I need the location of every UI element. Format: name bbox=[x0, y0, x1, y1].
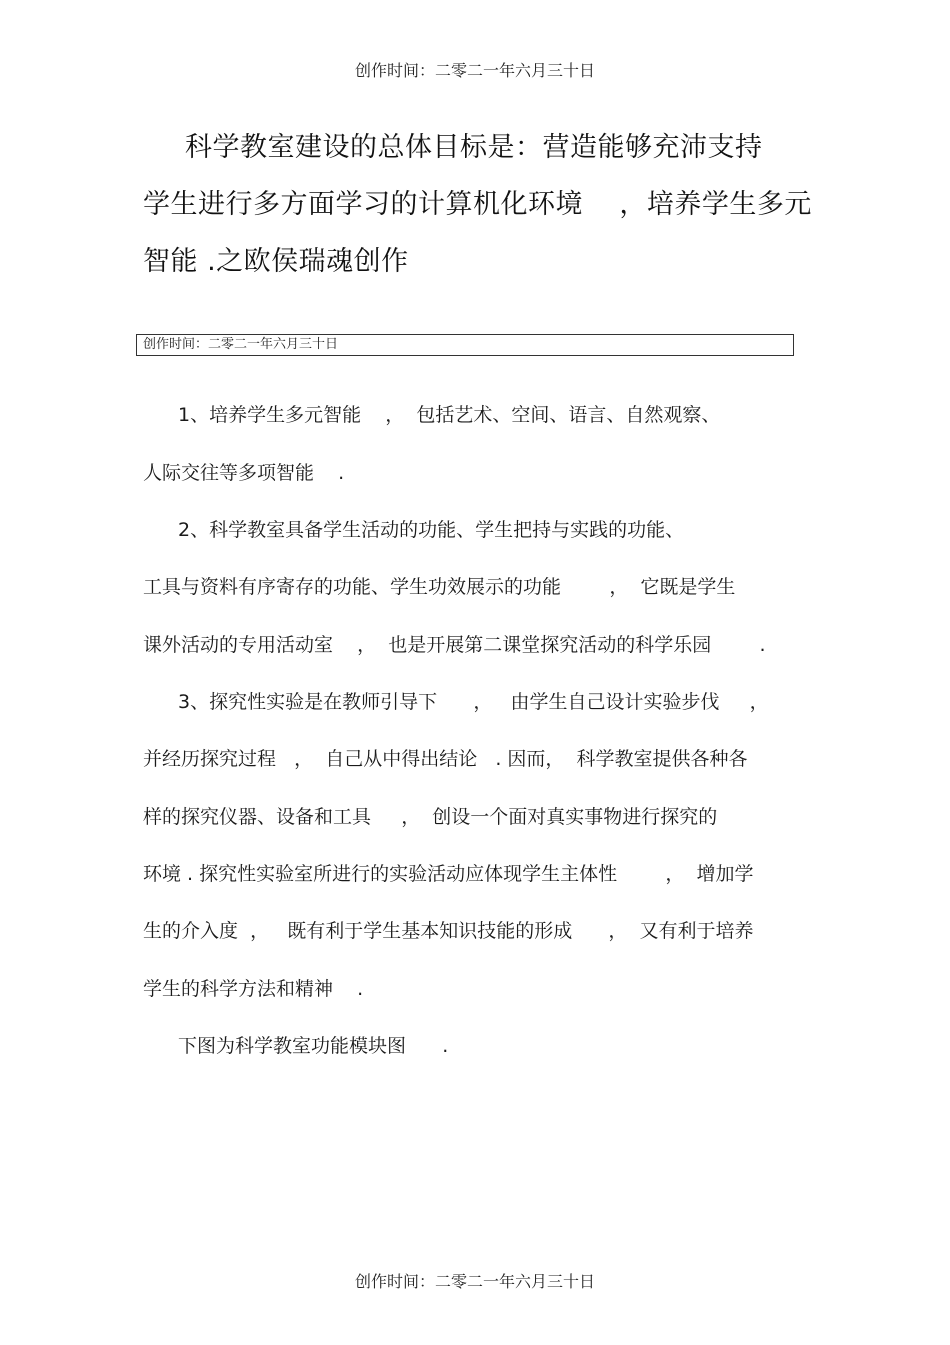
body-line-10: 生的介入度 ， 既有利于学生基本知识技能的形成 ， 又有利于培养 bbox=[143, 920, 754, 942]
body-line-6: 3、探究性实验是在教师引导下 ， 由学生自己设计实验步伐 ， bbox=[178, 691, 769, 713]
page-footer: 创作时间：二零二一年六月三十日 bbox=[354, 1272, 595, 1291]
page-header: 创作时间：二零二一年六月三十日 bbox=[354, 61, 595, 80]
body-line-3: 2、科学教室具备学生活动的功能、学生把持与实践的功能、 bbox=[178, 519, 685, 541]
body-line-8: 样的探究仪器、设备和工具 ， 创设一个面对真实事物进行探究的 bbox=[143, 806, 718, 828]
title-line-2: 学生进行多方面学习的计算机化环境 ，培养学生多元 bbox=[143, 189, 812, 220]
body-line-9: 环境 . 探究性实验室所进行的实验活动应体现学生主体性 ， 增加学 bbox=[143, 863, 754, 885]
body-line-1: 1、培养学生多元智能 ， 包括艺术、空间、语言、自然观察、 bbox=[178, 404, 721, 426]
title-line-3: 智能 .之欧侯瑞魂创作 bbox=[143, 246, 409, 277]
body-line-12: 下图为科学教室功能模块图 . bbox=[178, 1035, 449, 1057]
body-line-5: 课外活动的专用活动室 ， 也是开展第二课堂探究活动的科学乐园 . bbox=[143, 634, 766, 656]
body-line-7: 并经历探究过程 ， 自己从中得出结论 . 因而， 科学教室提供各种各 bbox=[143, 748, 748, 770]
title-line-1: 科学教室建设的总体目标是：营造能够充沛支持 bbox=[185, 132, 763, 163]
body-line-11: 学生的科学方法和精神 . bbox=[143, 978, 364, 1000]
body-line-2: 人际交往等多项智能 . bbox=[143, 462, 345, 484]
body-line-4: 工具与资料有序寄存的功能、学生功效展示的功能 ， 它既是学生 bbox=[143, 576, 736, 598]
boxed-creation-note: 创作时间：二零二一年六月三十日 bbox=[136, 334, 794, 356]
